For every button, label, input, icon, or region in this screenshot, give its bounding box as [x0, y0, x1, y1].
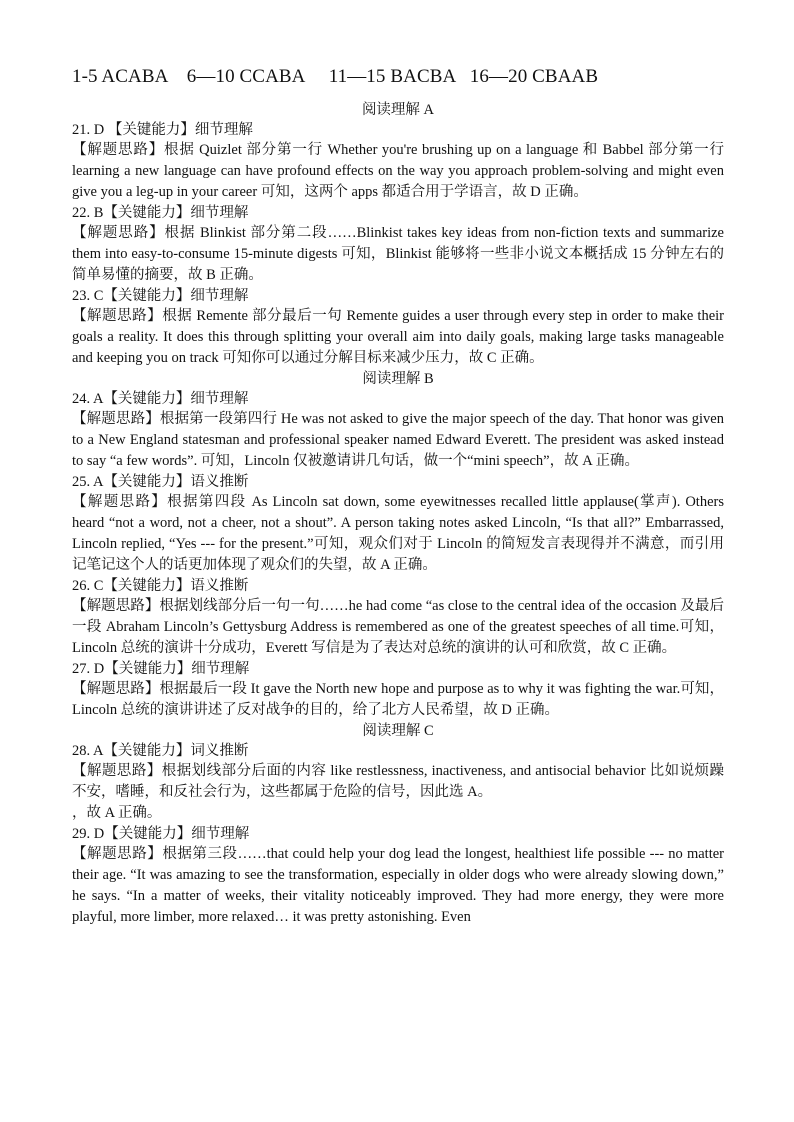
question-26-explanation: 【解题思路】根据划线部分后一句一句……he had come “as close to the central idea of the occasion 及最后一段 Abraham Lincoln’s Gettysburg Address is remembered as one of the greatest speeches of all time.可知，Lincoln 总统的演讲十分成功，Everett 写信是为了表达对总统的演讲的认可和欣赏，故 C 正确。 — [72, 598, 724, 656]
question-29-head: 29. D【关键能力】细节理解 — [72, 826, 250, 842]
question-27-head: 27. D【关键能力】细节理解 — [72, 661, 250, 677]
question-23-explanation: 【解题思路】根据 Remente 部分最后一句 Remente guides a user through every step in order to make their goals a reality. It does this through splitting your overall aim into daily goals, making large tasks manageable and keeping you on track 可知你可以通过分解目标来减少压力，故 C 正确。 — [72, 308, 724, 366]
section-title-a: 阅读理解 A — [361, 102, 435, 118]
answer-key-line: 1-5 ACABA 6—10 CCABA 11—15 BACBA 16—20 CBAAB — [72, 66, 599, 87]
question-27-explanation: 【解题思路】根据最后一段 It gave the North new hope and purpose as to why it was fighting the war.可知，Lincoln 总统的演讲讲述了反对战争的目的，给了北方人民希望，故 D 正确。 — [72, 681, 724, 718]
question-21-head: 21. D 【关键能力】细节理解 — [72, 122, 253, 138]
answer-document — [72, 66, 724, 928]
question-28-head: 28. A【关键能力】词义推断 — [72, 743, 249, 759]
section-title-c: 阅读理解 C — [362, 723, 434, 739]
question-28-explanation: 【解题思路】根据划线部分后面的内容 like restlessness, inactiveness, and antisocial behavior 比如说烦躁不安，嗜睡，和反社会行为，这些都属于危险的信号，因此选 A。 — [72, 763, 724, 800]
question-21-explanation: 【解题思路】根据 Quizlet 部分第一行 Whether you're brushing up on a language 和 Babbel 部分第一行 learning a new language can have profound effects on the way you approach problem-solving and might even give you a leg-up in your career 可知，这两个 apps 都适合用于学语言，故 D 正确。 — [72, 142, 724, 200]
question-24-explanation: 【解题思路】根据第一段第四行 He was not asked to give the major speech of the day. That honor was given to a New England statesman and professional speaker named Edward Everett. The president was asked instead to say “a few words”. 可知，Lincoln 仅被邀请讲几句话，做一个“mini speech”，故 A 正确。 — [72, 411, 724, 469]
question-26-head: 26. C【关键能力】语义推断 — [72, 578, 249, 594]
question-22-head: 22. B【关键能力】细节理解 — [72, 205, 249, 221]
question-25-explanation: 【解题思路】根据第四段 As Lincoln sat down, some eyewitnesses recalled little applause(掌声). Others heard “not a word, not a cheer, not a shout”. A person taking notes asked Lincoln, “Is that all?” Embarrassed, Lincoln replied, “Yes --- for the present.”可知，观众们对于 Lincoln 的简短发言表现得并不满意，而引用记笔记这个人的话更加体现了观众们的失望，故 A 正确。 — [72, 494, 724, 573]
question-22-explanation: 【解题思路】根据 Blinkist 部分第二段……Blinkist takes key ideas from non-fiction texts and summarize them into easy-to-consume 15-minute digests 可知，Blinkist 能够将一些非小说文本概括成 15 分钟左右的简单易懂的摘要，故 B 正确。 — [72, 225, 724, 283]
question-23-head: 23. C【关键能力】细节理解 — [72, 288, 249, 304]
question-24-head: 24. A【关键能力】细节理解 — [72, 391, 249, 407]
section-title-b: 阅读理解 B — [362, 371, 434, 387]
question-25-head: 25. A【关键能力】语义推断 — [72, 474, 249, 490]
question-28-extra-line: ，故 A 正确。 — [72, 805, 162, 821]
question-29-explanation: 【解题思路】根据第三段……that could help your dog lead the longest, healthiest life possible --- no matter their age. “It was amazing to see the transformation, especially in older dogs who were already slowing down,” he says. “In a matter of weeks, their vitality noticeably improved. They had more energy, they were more playful, more limber, more relaxed… it was pretty astonishing. Even — [72, 846, 724, 925]
